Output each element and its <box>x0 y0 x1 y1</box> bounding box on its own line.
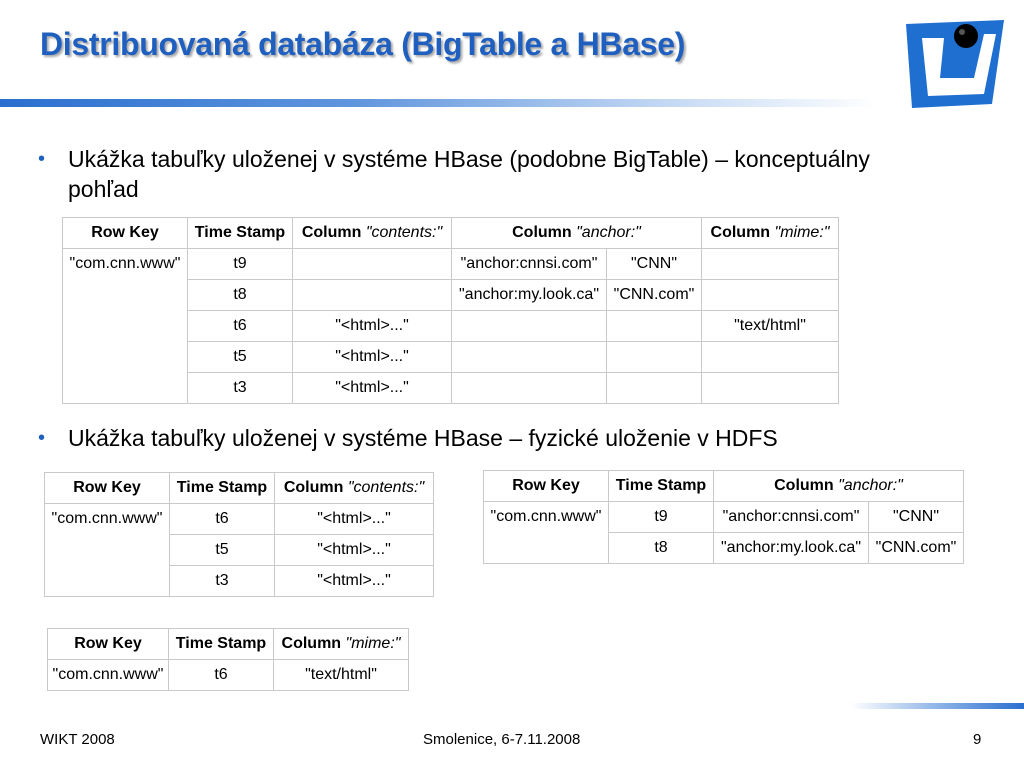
footer-left: WIKT 2008 <box>40 731 115 748</box>
page-number: 9 <box>973 731 982 748</box>
anchor-value-cell: "CNN" <box>869 502 964 533</box>
row-key-cell: "com.cnn.www" <box>45 504 170 597</box>
header-column-name: "contents:" <box>347 479 425 496</box>
footer-center: Smolenice, 6-7.11.2008 <box>423 731 581 748</box>
timestamp-cell: t6 <box>170 504 275 535</box>
header-column-word: Column <box>281 635 346 652</box>
timestamp-cell: t9 <box>188 249 293 280</box>
mime-cell <box>702 373 839 404</box>
table-row <box>63 249 839 280</box>
contents-cell: "<html>..." <box>275 535 434 566</box>
header-column-word: Column <box>283 479 348 496</box>
table-header-row <box>63 218 839 249</box>
table-header-row <box>484 471 964 502</box>
timestamp-cell: t5 <box>170 535 275 566</box>
bullet-dot: • <box>38 427 46 449</box>
anchor-name-cell <box>452 342 607 373</box>
timestamp-cell: t6 <box>188 311 293 342</box>
anchor-value-cell: "CNN" <box>607 249 702 280</box>
contents-cell: "<html>..." <box>293 373 452 404</box>
timestamp-cell: t8 <box>609 533 714 564</box>
footer-accent-line <box>850 703 1024 709</box>
table-row <box>48 660 409 691</box>
header-column-name: "mime:" <box>774 224 830 241</box>
header-mime <box>274 629 409 660</box>
mime-cell <box>702 342 839 373</box>
header-column-name: "anchor:" <box>838 477 903 494</box>
mime-cell <box>702 249 839 280</box>
table-header-row <box>48 629 409 660</box>
table-row <box>45 504 434 535</box>
header-time-stamp: Time Stamp <box>169 629 274 660</box>
slide-title: Distribuovaná databáza (BigTable a HBase) <box>40 26 686 62</box>
title-underline <box>0 99 880 107</box>
anchor-value-cell <box>607 311 702 342</box>
header-mime <box>702 218 839 249</box>
anchor-value-cell <box>607 342 702 373</box>
anchor-name-cell: "anchor:cnnsi.com" <box>714 502 869 533</box>
timestamp-cell: t8 <box>188 280 293 311</box>
contents-cell: "<html>..." <box>293 342 452 373</box>
contents-cell: "<html>..." <box>275 566 434 597</box>
header-time-stamp: Time Stamp <box>188 218 293 249</box>
mime-cell <box>702 280 839 311</box>
conceptual-table <box>62 217 839 404</box>
header-time-stamp: Time Stamp <box>609 471 714 502</box>
bullet-dot: • <box>38 148 46 170</box>
contents-cell <box>293 280 452 311</box>
header-row-key: Row Key <box>45 473 170 504</box>
anchor-name-cell <box>452 311 607 342</box>
contents-cell <box>293 249 452 280</box>
header-column-word: Column <box>774 477 839 494</box>
timestamp-cell: t3 <box>170 566 275 597</box>
row-key-cell: "com.cnn.www" <box>48 660 169 691</box>
header-column-word: Column <box>512 224 577 241</box>
contents-table <box>44 472 434 597</box>
row-key-cell: "com.cnn.www" <box>63 249 188 404</box>
anchor-name-cell: "anchor:my.look.ca" <box>452 280 607 311</box>
mime-cell: "text/html" <box>702 311 839 342</box>
table-header-row <box>45 473 434 504</box>
contents-cell: "<html>..." <box>275 504 434 535</box>
mime-table <box>47 628 409 691</box>
header-anchor <box>714 471 964 502</box>
timestamp-cell: t5 <box>188 342 293 373</box>
timestamp-cell: t3 <box>188 373 293 404</box>
anchor-value-cell <box>607 373 702 404</box>
row-key-cell: "com.cnn.www" <box>484 502 609 564</box>
header-row-key: Row Key <box>484 471 609 502</box>
table-row <box>484 502 964 533</box>
anchor-value-cell: "CNN.com" <box>607 280 702 311</box>
bullet-2-text: Ukážka tabuľky uloženej v systéme HBase – fyzické uloženie v HDFS <box>68 425 778 451</box>
anchor-value-cell: "CNN.com" <box>869 533 964 564</box>
header-column-name: "mime:" <box>345 635 401 652</box>
header-column-word: Column <box>301 224 366 241</box>
header-row-key: Row Key <box>48 629 169 660</box>
header-row-key: Row Key <box>63 218 188 249</box>
header-column-name: "contents:" <box>365 224 443 241</box>
header-column-name: "anchor:" <box>576 224 641 241</box>
timestamp-cell: t6 <box>169 660 274 691</box>
anchor-name-cell: "anchor:cnnsi.com" <box>452 249 607 280</box>
anchor-table <box>483 470 964 564</box>
anchor-name-cell: "anchor:my.look.ca" <box>714 533 869 564</box>
anchor-name-cell <box>452 373 607 404</box>
header-anchor <box>452 218 702 249</box>
header-time-stamp: Time Stamp <box>170 473 275 504</box>
header-contents <box>275 473 434 504</box>
header-contents <box>293 218 452 249</box>
bullet-1-text: Ukážka tabuľky uloženej v systéme HBase (podobne BigTable) – konceptuálny pohľad <box>68 146 870 202</box>
contents-cell: "<html>..." <box>293 311 452 342</box>
timestamp-cell: t9 <box>609 502 714 533</box>
header-column-word: Column <box>710 224 775 241</box>
university-logo-icon <box>900 16 1012 110</box>
mime-cell: "text/html" <box>274 660 409 691</box>
